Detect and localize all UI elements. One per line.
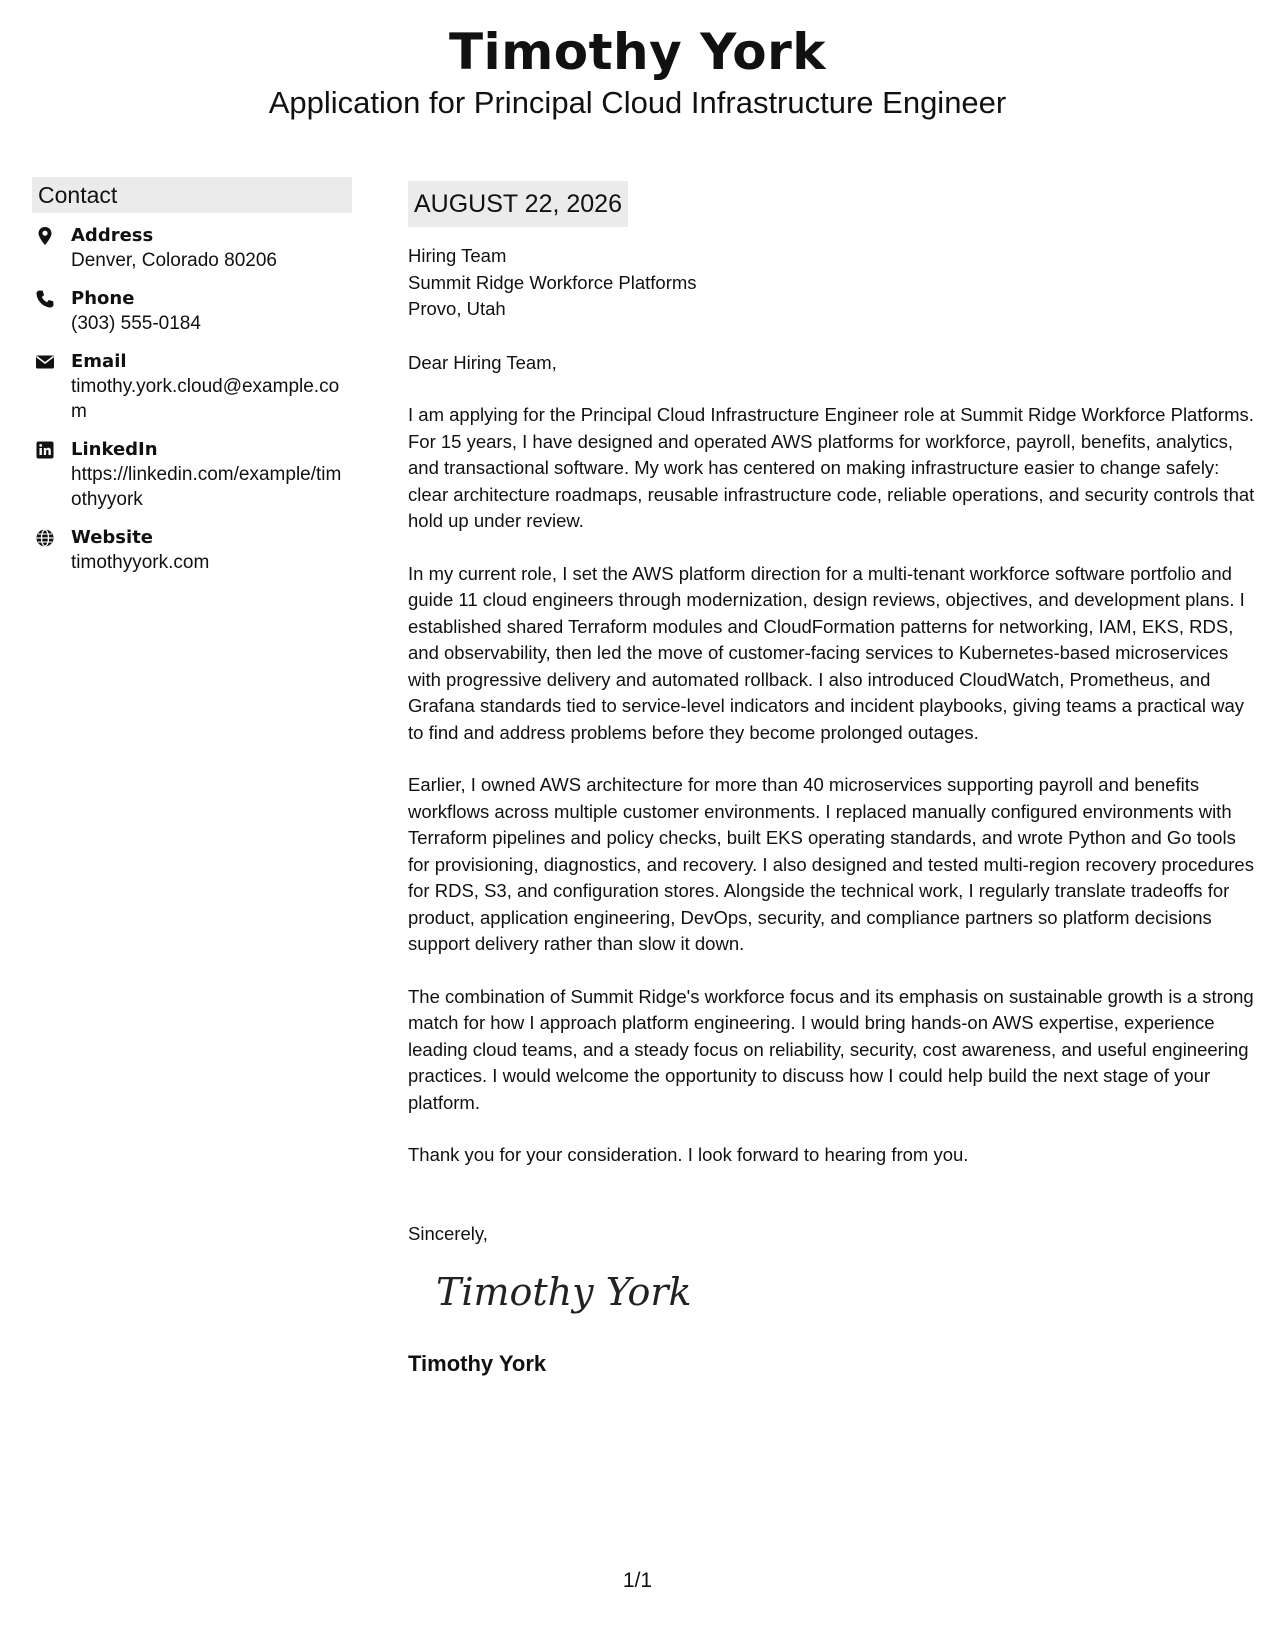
applicant-name: Timothy York bbox=[448, 23, 827, 81]
page-number: 1/1 bbox=[622, 1569, 653, 1592]
letter-paragraph: Thank you for your consideration. I look forward to hearing from you. bbox=[408, 1144, 969, 1165]
phone-icon bbox=[35, 289, 55, 309]
contact-item-linkedin bbox=[32, 437, 352, 512]
contact-label: LinkedIn bbox=[71, 439, 158, 460]
globe-icon bbox=[35, 528, 55, 548]
recipient-line: Summit Ridge Workforce Platforms bbox=[408, 271, 697, 293]
signer-name: Timothy York bbox=[408, 1351, 547, 1376]
linkedin-icon bbox=[35, 440, 55, 460]
letter-paragraph: Earlier, I owned AWS architecture for more than 40 microservices supporting payroll and benefits workflows across multiple customer environments. I replaced manually configured environments with Terraform pipelines and policy checks, built EKS operating standards, and wrote Python and Go tools for provisioning, diagnostics, and recovery. I also designed and tested multi-region recovery procedures for RDS, S3, and configuration stores. Alongside the technical work, I regularly translate tradeoffs for product, application engineering, DevOps, security, and compliance partners so platform decisions support delivery rather than slow it down. bbox=[408, 774, 1254, 954]
contact-sidebar bbox=[32, 177, 352, 588]
contact-label: Website bbox=[71, 527, 154, 548]
contact-list bbox=[32, 223, 352, 575]
contact-label: Address bbox=[71, 225, 154, 246]
letter-paragraph: The combination of Summit Ridge's workforce focus and its emphasis on sustainable growth is a strong match for how I approach platform engineering. I would bring hands-on AWS expertise, experience leading cloud teams, and a steady focus on reliability, security, cost awareness, and useful engineering practices. I would welcome the opportunity to discuss how I could help build the next stage of your platform. bbox=[408, 985, 1254, 1113]
handwritten-signature bbox=[432, 1265, 1258, 1335]
contact-value: timothyyork.com bbox=[71, 552, 210, 573]
cover-letter bbox=[408, 181, 1258, 1379]
contact-label: Phone bbox=[71, 288, 135, 309]
recipient-block bbox=[408, 243, 1258, 323]
contact-value: timothy.york.cloud@example.com bbox=[71, 376, 340, 422]
salutation: Dear Hiring Team, bbox=[408, 351, 557, 373]
contact-value: https://linkedin.com/example/timothyyork bbox=[71, 464, 342, 510]
envelope-icon bbox=[35, 352, 55, 372]
letter-date: AUGUST 22, 2026 bbox=[408, 181, 628, 227]
contact-value: Denver, Colorado 80206 bbox=[71, 250, 277, 271]
header bbox=[0, 22, 1275, 122]
contact-item-email bbox=[32, 349, 352, 424]
contact-item-website bbox=[32, 525, 352, 575]
contact-item-address bbox=[32, 223, 352, 273]
closing: Sincerely, bbox=[408, 1222, 488, 1244]
contact-label: Email bbox=[71, 351, 127, 372]
application-subtitle: Application for Principal Cloud Infrastructure Engineer bbox=[268, 85, 1007, 120]
map-marker-icon bbox=[35, 226, 55, 246]
recipient-line: Provo, Utah bbox=[408, 298, 506, 319]
recipient-line: Hiring Team bbox=[408, 245, 507, 266]
contact-item-phone bbox=[32, 286, 352, 336]
letter-paragraph: In my current role, I set the AWS platform direction for a multi-tenant workforce software portfolio and guide 11 cloud engineers through modernization, design reviews, objectives, and development plans. I established shared Terraform modules and CloudFormation patterns for networking, IAM, EKS, RDS, and observability, then led the move of customer-facing services to Kubernetes-based microservices with progressive delivery and automated rollback. I also introduced CloudWatch, Prometheus, and Grafana standards tied to service-level indicators and incident playbooks, giving teams a practical way to find and address problems before they become prolonged outages. bbox=[408, 562, 1245, 743]
letter-paragraph: I am applying for the Principal Cloud Infrastructure Engineer role at Summit Ridge Workforce Platforms. For 15 years, I have designed and operated AWS platforms for workforce, payroll, benefits, analytics, and transactional software. My work has centered on making infrastructure easier to change safely: clear architecture roadmaps, reusable infrastructure code, reliable operations, and security controls that hold up under review. bbox=[408, 404, 1255, 531]
signature-text: Timothy York bbox=[436, 1270, 692, 1314]
contact-heading: Contact bbox=[32, 177, 352, 213]
contact-value: (303) 555-0184 bbox=[71, 313, 201, 334]
